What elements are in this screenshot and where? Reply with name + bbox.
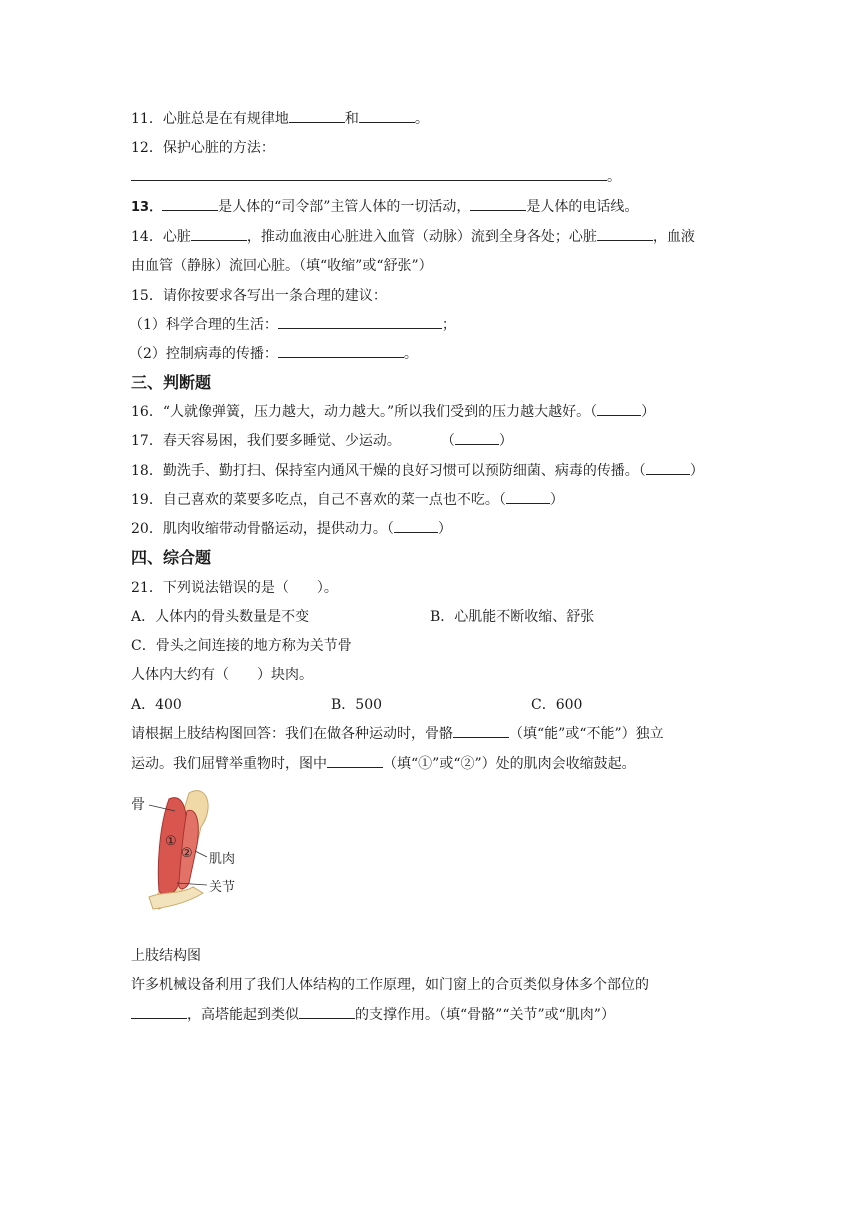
q15-sub1-end: ； xyxy=(441,317,456,333)
q12-text: 12．保护心脏的方法： xyxy=(131,140,275,156)
label-joint: 关节 xyxy=(209,880,236,895)
question-15-1 xyxy=(129,314,456,336)
q16-text: 16．“人就像弹簧，压力越大，动力越大。”所以我们受到的压力越大越好。（ xyxy=(131,404,598,420)
question-17 xyxy=(131,430,513,452)
question-14 xyxy=(131,226,695,248)
arm-blank-1[interactable] xyxy=(453,723,509,738)
question-20 xyxy=(131,518,452,540)
q11-end: 。 xyxy=(414,111,429,127)
question-muscle-count xyxy=(131,664,313,686)
question-21 xyxy=(131,577,338,599)
q21-stem: 21．下列说法错误的是（ ）。 xyxy=(131,580,338,596)
q20-blank[interactable] xyxy=(394,518,438,533)
machine-text-1: 许多机械设备利用了我们人体结构的工作原理，如门窗上的合页类似身体多个部位的 xyxy=(131,977,649,993)
q14-blank-2[interactable] xyxy=(597,226,653,241)
q11-blank-2[interactable] xyxy=(359,108,415,123)
q21-option-a[interactable]: A．人体内的骨头数量是不变 xyxy=(131,609,310,625)
q19-blank[interactable] xyxy=(506,489,550,504)
machine-blank-2[interactable] xyxy=(299,1004,355,1019)
question-12-answer-line xyxy=(131,166,621,188)
q13-end: 是人体的电话线。 xyxy=(526,199,639,215)
q19-text: 19．自己喜欢的菜要多吃点，自己不喜欢的菜一点也不吃。（ xyxy=(131,492,506,508)
q14-text-c: ，血液 xyxy=(652,229,695,245)
q15-sub2: （2）控制病毒的传播： xyxy=(129,346,278,362)
q15-blank-2[interactable] xyxy=(278,343,404,358)
q12-end: 。 xyxy=(607,169,621,185)
machine-blank-1[interactable] xyxy=(131,1004,187,1019)
muscle-option-b[interactable]: B．500 xyxy=(331,697,383,713)
q13-blank-1[interactable] xyxy=(162,196,218,211)
section-heading-judgement: 三、判断题 xyxy=(131,373,212,392)
q20-end: ） xyxy=(437,521,452,537)
figure-caption: 上肢结构图 xyxy=(131,948,201,964)
question-19 xyxy=(131,489,564,511)
q16-end: ） xyxy=(641,404,656,420)
mark-1: ① xyxy=(165,834,177,849)
label-muscle: 肌肉 xyxy=(209,852,236,867)
label-bone: 骨 xyxy=(131,797,145,813)
q20-text: 20．肌肉收缩带动骨骼运动，提供动力。（ xyxy=(131,521,394,537)
muscle-count-stem: 人体内大约有（ ）块肉。 xyxy=(131,667,313,683)
arm-text-1a: 请根据上肢结构图回答：我们在做各种运动时，骨骼 xyxy=(131,726,453,742)
machine-text-2c: 的支撑作用。（填“骨骼”“关节”或“肌肉”） xyxy=(355,1007,615,1023)
q19-end: ） xyxy=(549,492,564,508)
q13-blank-2[interactable] xyxy=(470,196,526,211)
question-18 xyxy=(131,460,704,482)
q18-blank[interactable] xyxy=(646,460,690,475)
q17-blank[interactable] xyxy=(455,430,499,445)
q15-blank-1[interactable] xyxy=(278,314,442,329)
q12-blank[interactable] xyxy=(131,166,607,181)
muscle-option-c[interactable]: C．600 xyxy=(531,697,583,713)
question-16 xyxy=(131,401,655,423)
q13-text: 是人体的“司令部”主管人体的一切活动， xyxy=(218,199,471,215)
q17-text: 17．春天容易困，我们要多睡觉、少运动。 xyxy=(131,433,401,449)
muscle-option-a[interactable]: A．400 xyxy=(131,697,182,713)
question-13 xyxy=(131,196,638,219)
q21-option-b[interactable]: B．心肌能不断收缩、舒张 xyxy=(430,609,595,625)
question-12 xyxy=(131,137,275,159)
q11-text: 11．心脏总是在有规律地 xyxy=(131,111,289,127)
question-15 xyxy=(131,285,387,307)
q16-blank[interactable] xyxy=(597,401,641,416)
arm-text-2b: （填“①”或“②”）处的肌肉会收缩鼓起。 xyxy=(383,756,636,772)
question-15-2 xyxy=(129,343,418,365)
q14-blank-1[interactable] xyxy=(191,226,247,241)
question-11 xyxy=(131,108,429,130)
question-machine-line-1 xyxy=(131,974,649,996)
question-arm-line-2 xyxy=(131,753,636,775)
q18-end: ） xyxy=(689,463,704,479)
mark-2: ② xyxy=(181,846,193,861)
question-machine-line-2 xyxy=(131,1004,615,1026)
question-arm-line-1 xyxy=(131,723,664,745)
upper-limb-diagram xyxy=(129,787,255,913)
arm-text-2a: 运动。我们屈臂举重物时，图中 xyxy=(131,756,327,772)
q14-text-b: ，推动血液由心脏进入血管（动脉）流到全身各处；心脏 xyxy=(246,229,597,245)
q14-text-a: 14．心脏 xyxy=(131,229,191,245)
q14-line2: 由血管（静脉）流回心脏。（填“收缩”或“舒张”） xyxy=(131,258,433,274)
q13-number: 13． xyxy=(131,200,163,215)
arm-text-1b: （填“能”或“不能”）独立 xyxy=(509,726,664,742)
q15-sub2-end: 。 xyxy=(403,346,418,362)
q15-text: 15．请你按要求各写出一条合理的建议： xyxy=(131,288,387,304)
machine-text-2b: ，高塔能起到类似 xyxy=(187,1007,299,1023)
q21-option-c[interactable]: C．骨头之间连接的地方称为关节骨 xyxy=(131,638,352,654)
q15-sub1: （1）科学合理的生活： xyxy=(129,317,278,333)
q11-text-and: 和 xyxy=(344,111,359,127)
arm-blank-2[interactable] xyxy=(327,753,383,768)
section-heading-comprehensive: 四、综合题 xyxy=(131,548,212,567)
q11-blank-1[interactable] xyxy=(289,108,345,123)
question-14-line-2 xyxy=(131,255,433,277)
q17-open: （ xyxy=(440,433,455,449)
q18-text: 18．勤洗手、勤打扫、保持室内通风干燥的良好习惯可以预防细菌、病毒的传播。（ xyxy=(131,463,646,479)
q17-end: ） xyxy=(498,433,513,449)
